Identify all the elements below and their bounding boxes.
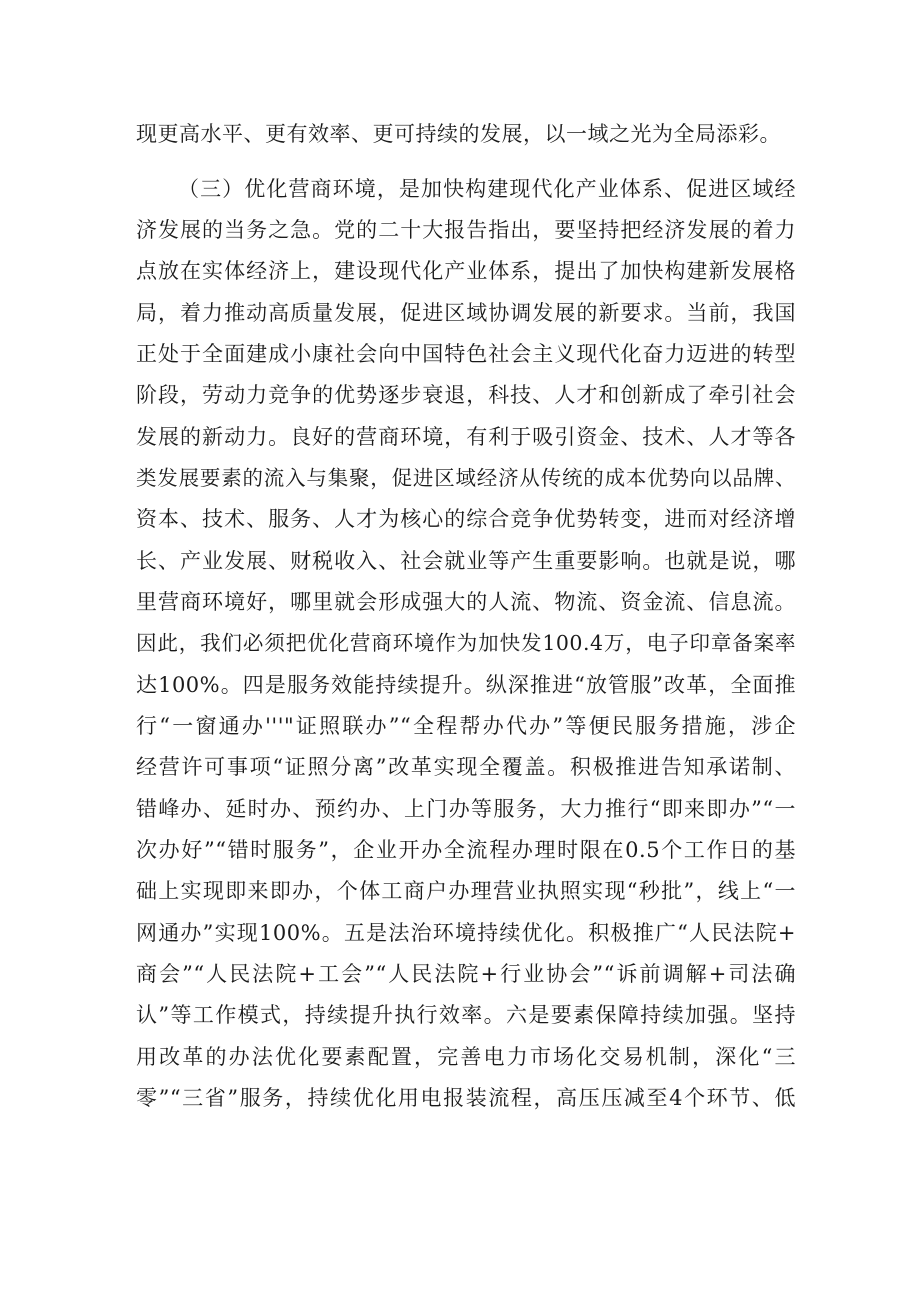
text-line: 因此，我们必须把优化营商环境作为加快发100.4万，电子印章备案率 [136,631,796,655]
text-line: 商会”“人民法院+工会”“人民法院+行业协会”“诉前调解+司法确 [136,962,796,986]
text-line: 济发展的当务之急。党的二十大报告指出，要坚持把经济发展的着力 [136,218,796,242]
text-line: 现更高水平、更有效率、更可持续的发展，以一域之光为全局添彩。 [136,122,781,146]
text-line: 达100%。四是服务效能持续提升。纵深推进“放管服”改革，全面推 [136,673,796,697]
text-line: 局，着力推动高质量发展，促进区域协调发展的新要求。当前，我国 [136,301,796,325]
text-line: 阶段，劳动力竞争的优势逐步衰退，科技、人才和创新成了牵引社会 [136,383,796,407]
text-line: 零”“三省”服务，持续优化用电报装流程，高压压减至4个环节、低 [136,1086,796,1110]
text-line: 里营商环境好，哪里就会形成强大的人流、物流、资金流、信息流。 [136,590,796,614]
text-line: 长、产业发展、财税收入、社会就业等产生重要影响。也就是说，哪 [136,549,796,573]
text-line: 次办好”“错时服务”，企业开办全流程办理时限在0.5个工作日的基 [136,838,796,862]
text-line: 错峰办、延时办、预约办、上门办等服务，大力推行“即来即办”“一 [136,797,796,821]
text-line: 发展的新动力。良好的营商环境，有利于吸引资金、技术、人才等各 [136,425,796,449]
text-line: 正处于全面建成小康社会向中国特色社会主义现代化奋力迈进的转型 [136,342,796,366]
text-line: 网通办”实现100%。五是法治环境持续优化。积极推广“人民法院+ [136,921,796,945]
text-line: 础上实现即来即办，个体工商户办理营业执照实现“秒批”，线上“一 [136,879,796,903]
text-line: 用改革的办法优化要素配置，完善电力市场化交易机制，深化“三 [136,1045,796,1069]
text-line: 行“一窗通办'''"证照联办”“全程帮办代办”等便民服务措施，涉企 [136,714,796,738]
text-line: 经营许可事项“证照分离”改革实现全覆盖。积极推进告知承诺制、 [136,755,796,779]
paragraph-heading-line: （三）优化营商环境，是加快构建现代化产业体系、促进区域经 [178,177,796,201]
text-line: 点放在实体经济上，建设现代化产业体系，提出了加快构建新发展格 [136,259,796,283]
text-line: 资本、技术、服务、人才为核心的综合竞争优势转变，进而对经济增 [136,507,796,531]
text-line: 类发展要素的流入与集聚，促进区域经济从传统的成本优势向以品牌、 [136,466,796,490]
text-line: 认”等工作模式，持续提升执行效率。六是要素保障持续加强。坚持 [136,1003,796,1027]
